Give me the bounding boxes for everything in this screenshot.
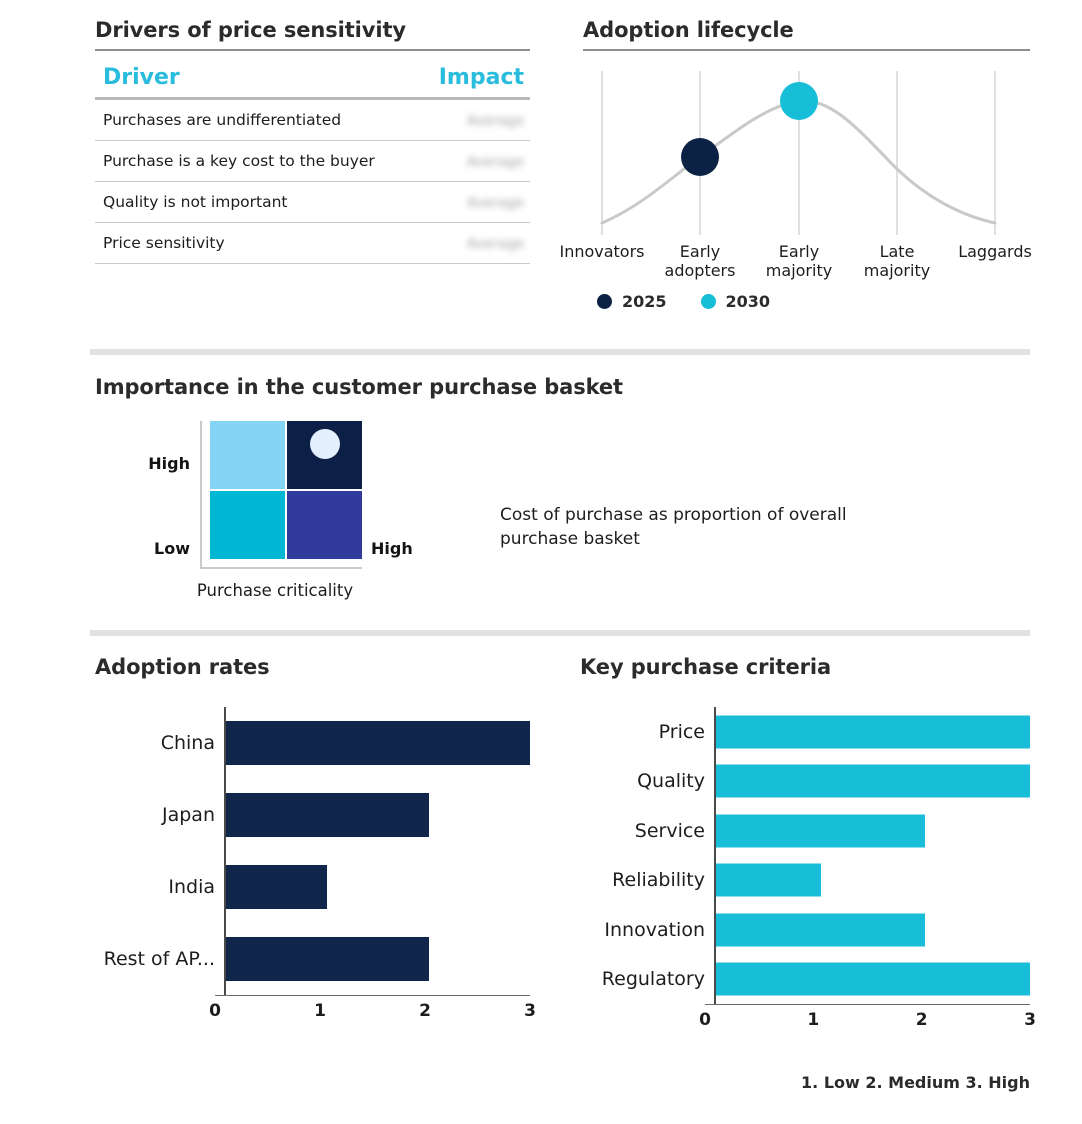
redacted-impact-value: Average [467,114,524,129]
bar-row-japan [95,779,530,851]
basket-body [95,421,1030,621]
x-tick: 0 [699,1010,711,1030]
legend-item-2030[interactable] [701,292,771,311]
bar-row-india [95,851,530,923]
driver-name: Purchase is a key cost to the buyer [95,141,396,182]
x-tick-late-majority: Late majority [863,242,931,280]
legend-item-2025[interactable] [597,292,667,311]
x-tick: 3 [1024,1010,1036,1030]
bar-track [714,955,1030,1005]
table-row[interactable] [95,182,530,223]
bar-track [224,707,530,779]
x-tick: 1 [807,1010,820,1030]
bar-fill[interactable] [226,793,429,837]
x-tick: 1 [314,1001,326,1021]
drivers-table [95,63,530,264]
matrix-grid [200,421,362,569]
lifecycle-chart [583,65,1030,240]
legend-label: 2025 [622,292,667,311]
redacted-impact-value: Average [467,155,524,170]
adoption-rates-title: Adoption rates [95,655,270,679]
lifecycle-title-rule [583,49,1030,51]
x-tick-early-adopters: Early adopters [664,242,736,280]
bar-label: Price [658,720,705,743]
marker-2025[interactable] [681,138,719,176]
table-row[interactable] [95,99,530,141]
bar-fill[interactable] [226,721,530,765]
bar-row-service [580,806,1030,856]
column-header-driver[interactable]: Driver [95,63,396,99]
quadrant-top-right[interactable] [287,421,362,489]
table-row[interactable] [95,141,530,182]
bar-label: Japan [162,804,215,826]
matrix-y-low-label: Low [154,539,190,558]
lifecycle-title: Adoption lifecycle [583,18,794,42]
section-divider-bottom [90,630,1030,636]
marker-2030[interactable] [780,82,818,120]
driver-impact [396,141,530,182]
importance-matrix [148,421,413,569]
key-purchase-criteria-panel [580,655,1036,1092]
matrix-y-high-label: High [148,454,190,473]
x-tick-laggards: Laggards [958,242,1032,261]
bar-label: Service [634,819,705,842]
lifecycle-legend [597,292,1030,311]
bar-fill[interactable] [226,937,429,981]
section-divider-top [90,349,1030,355]
x-tick-innovators: Innovators [559,242,645,261]
bar-track [714,757,1030,807]
driver-name: Purchases are undifferentiated [95,99,396,141]
adoption-rates-panel [95,655,536,1026]
bar-fill[interactable] [716,765,1030,798]
bar-track [224,851,530,923]
redacted-impact-value: Average [467,237,524,252]
redacted-impact-value: Average [467,196,524,211]
bar-track [714,856,1030,906]
bar-label: Quality [637,770,705,793]
bar-label: Rest of AP... [103,948,215,970]
matrix-position-marker [310,429,340,459]
matrix-x-caption: Purchase criticality [196,581,354,600]
criteria-x-axis [699,1004,1036,1035]
adoption-rates-chart [95,707,536,1026]
lifecycle-panel [559,18,1032,311]
bar-label: Regulatory [601,968,705,991]
bar-label: Innovation [604,918,705,941]
driver-impact [396,99,530,141]
legend-dot-icon [597,294,612,309]
x-tick: 0 [209,1001,221,1021]
bar-row-rest-of-ap [95,923,530,995]
driver-impact [396,182,530,223]
x-tick: 2 [419,1001,431,1021]
bar-label: India [168,876,215,898]
bar-fill[interactable] [716,715,1030,748]
legend-label: 2030 [725,292,771,311]
bar-track [714,905,1030,955]
drivers-table-header-row [95,63,530,99]
basket-title: Importance in the customer purchase basket [95,375,623,399]
bar-track [224,779,530,851]
bar-label: Reliability [612,869,705,892]
bar-track [714,806,1030,856]
driver-impact [396,223,530,264]
basket-panel [95,375,1030,621]
bar-row-regulatory [580,955,1030,1005]
legend-dot-icon [701,294,716,309]
drivers-panel [95,18,530,264]
table-row[interactable] [95,223,530,264]
criteria-scale-note: 1. Low 2. Medium 3. High [801,1073,1030,1092]
x-tick: 2 [915,1010,928,1030]
x-tick: 3 [524,1001,536,1021]
bar-track [714,707,1030,757]
lifecycle-svg [583,65,1030,240]
lifecycle-x-axis [559,242,1032,288]
quadrant-top-left[interactable] [210,421,285,489]
driver-name: Quality is not important [95,182,396,223]
bar-row-china [95,707,530,779]
drivers-title: Drivers of price sensitivity [95,18,406,42]
bar-label: China [160,732,215,754]
adoption-x-axis [209,995,536,1026]
bar-row-reliability [580,856,1030,906]
bar-fill[interactable] [226,865,327,909]
quadrant-bottom-left[interactable] [210,491,285,559]
matrix-x-high-label: High [371,539,413,558]
quadrant-bottom-right[interactable] [287,491,362,559]
bar-fill[interactable] [716,814,925,847]
column-header-impact[interactable]: Impact [396,63,530,99]
driver-name: Price sensitivity [95,223,396,264]
matrix-quadrants [210,421,362,559]
bar-fill[interactable] [716,913,925,946]
criteria-title: Key purchase criteria [580,655,832,679]
basket-description: Cost of purchase as proportion of overall purchase basket [500,505,847,549]
bar-fill[interactable] [716,864,821,897]
bar-row-price [580,707,1030,757]
bar-fill[interactable] [716,963,1030,996]
drivers-title-rule [95,49,530,51]
bar-row-quality [580,757,1030,807]
x-tick-early-majority: Early majority [765,242,833,280]
bar-row-innovation [580,905,1030,955]
bar-track [224,923,530,995]
criteria-chart [580,707,1036,1035]
